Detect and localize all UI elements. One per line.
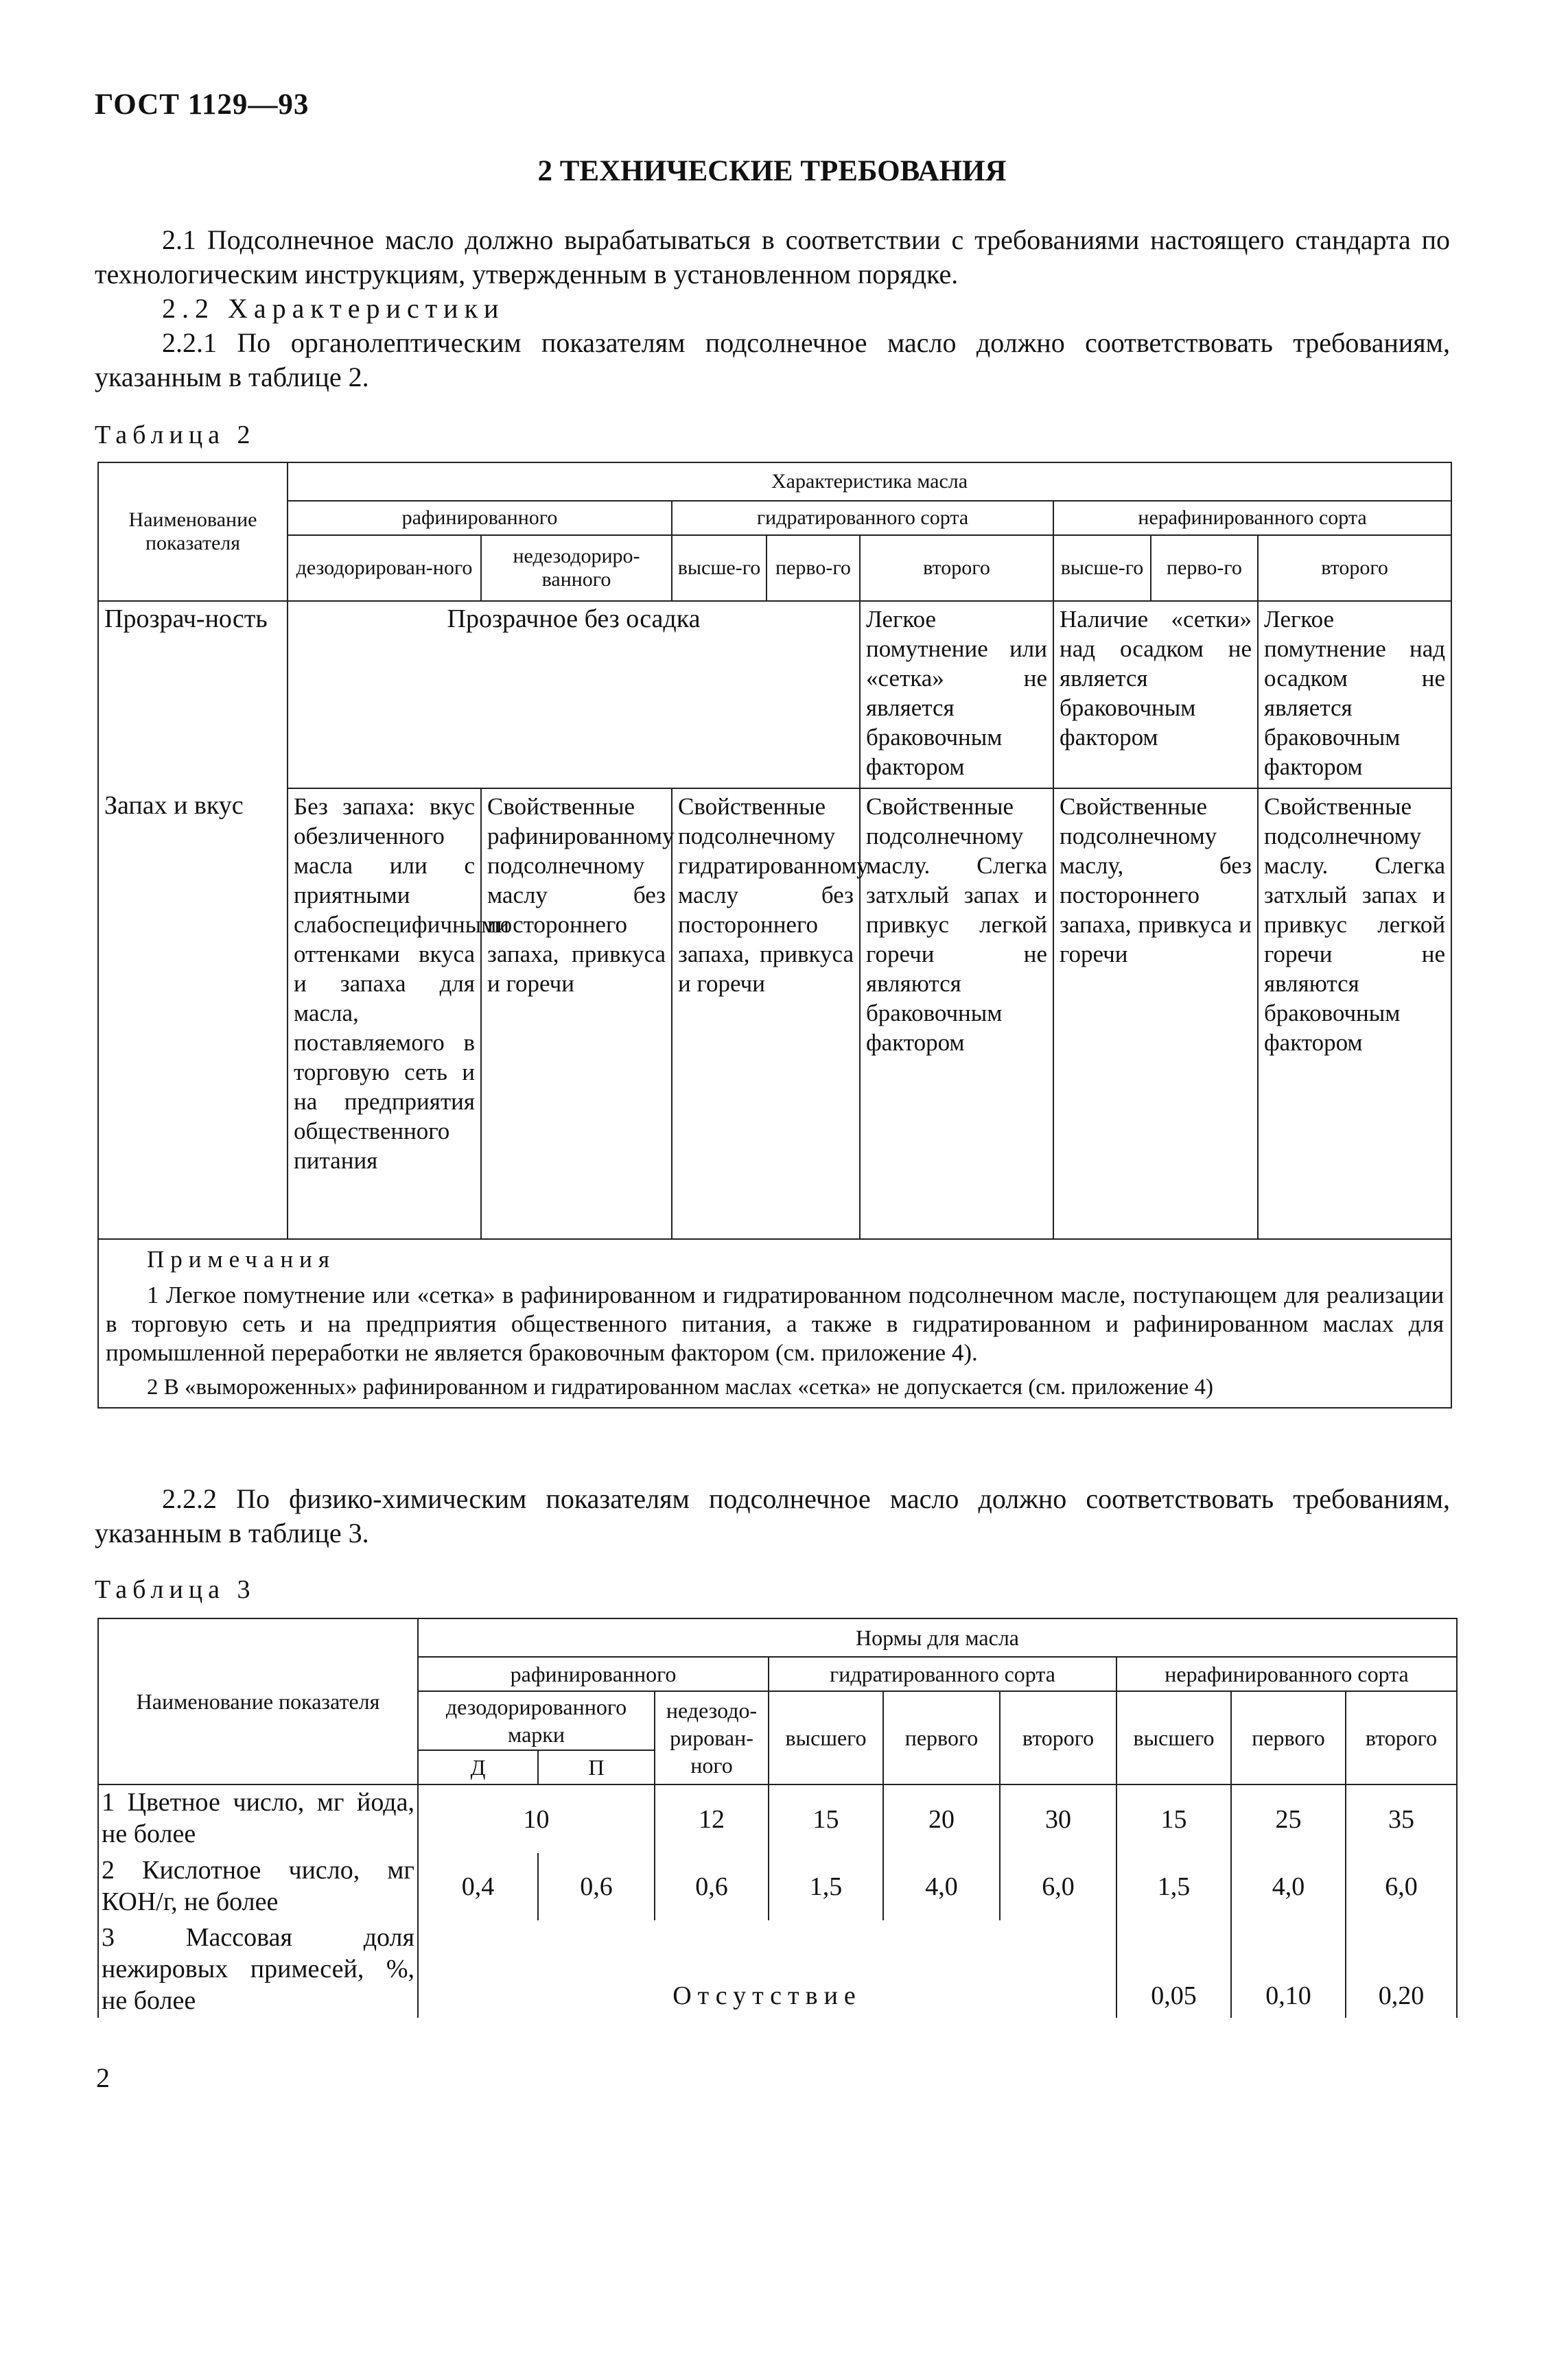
t3-row2-name: 2 Кислотное число, мг КОН/г, не более xyxy=(98,1853,418,1920)
t2-smell-nondeodorized: Свойственные рафинированному подсолнечному маслу без постороннего запаха, привкуса и горечи xyxy=(481,788,672,1239)
t2-unr-highest: высше-го xyxy=(1053,535,1151,601)
t3-row1-name: 1 Цветное число, мг йода, не более xyxy=(98,1784,418,1853)
paragraph-2-1: 2.1 Подсолнечное масло должно вырабатываться в соответствии с требованиями настоящего стандарта по технологическим инструкциям, утвержденным в установленном порядке. xyxy=(95,224,1450,290)
t3-refined: рафинированного xyxy=(418,1657,769,1691)
t2-deodorized: дезодорирован-ного xyxy=(288,535,481,601)
t3-unr-highest: высшего xyxy=(1116,1691,1231,1784)
t3-hyd-highest: высшего xyxy=(769,1691,883,1784)
paragraph-2-2: 2.2 Характеристики xyxy=(162,293,505,324)
t3-row1-h2: 20 xyxy=(883,1784,1000,1853)
t3-row2-h2: 4,0 xyxy=(883,1853,1000,1920)
t3-row3-u1: 0,05 xyxy=(1116,1920,1231,2018)
t2-notes-title: Примечания xyxy=(147,1246,336,1273)
table2-caption: Таблица 2 xyxy=(95,421,256,449)
t3-unr-second: второго xyxy=(1346,1691,1457,1784)
t2-smell-unr-second: Свойственные подсолнечному маслу. Слегка затхлый запах и привкус легкой горечи не являются браковочным фактором xyxy=(1258,788,1451,1239)
t2-nondeodorized: недезодориро-ванного xyxy=(481,535,672,601)
t2-transparency-unr-second: Легкое помутнение над осадком не является браковочным фактором xyxy=(1258,601,1451,788)
t2-hydrated: гидратированного сорта xyxy=(672,501,1053,535)
t2-row-transparency-name: Прозрач-ность xyxy=(98,601,288,788)
t2-refined: рафинированного xyxy=(288,501,672,535)
t2-hyd-highest: высше-го xyxy=(672,535,767,601)
t3-row2-h1: 1,5 xyxy=(769,1853,883,1920)
t3-unr-first: первого xyxy=(1231,1691,1346,1784)
t2-hyd-second: второго xyxy=(860,535,1053,601)
t2-smell-deodorized: Без запаха: вкус обезличенного масла или с приятными слабоспецифичными оттенками вкуса и запаха для масла, поставляемого в торговую сеть и на предприятия общественного питания xyxy=(288,788,481,1239)
section-title: 2 ТЕХНИЧЕСКИЕ ТРЕБОВАНИЯ xyxy=(537,155,1007,187)
t2-row-smell-name: Запах и вкус xyxy=(98,788,288,1239)
t2-transparency-merged: Прозрачное без осадка xyxy=(288,601,860,788)
t3-row2-p: 0,6 xyxy=(538,1853,655,1920)
t3-row1-d-p: 10 xyxy=(418,1784,655,1853)
t2-note-2: 2 В «вымороженных» рафинированном и гидратированном маслах «сетка» не допускается (см. приложение 4) xyxy=(147,1375,1214,1400)
t2-transparency-hyd-second: Легкое помутнение или «сетка» не является браковочным фактором xyxy=(860,601,1053,788)
t3-row1-u3: 35 xyxy=(1346,1784,1457,1853)
t2-notes xyxy=(98,1239,1451,1408)
t3-row3-absent: Отсутствие xyxy=(418,1920,1116,2018)
t2-unr-first: перво-го xyxy=(1151,535,1258,601)
page-number: 2 xyxy=(96,2062,110,2093)
t3-nondeodorized: недезодо-рирован-ного xyxy=(655,1691,769,1784)
t3-hydrated: гидратированного сорта xyxy=(769,1657,1116,1691)
t3-row1-h1: 15 xyxy=(769,1784,883,1853)
paragraph-2-2-2: 2.2.2 По физико-химическим показателям подсолнечное масло должно соответствовать требованиям, указанным в таблице 3. xyxy=(95,1483,1450,1548)
t2-note-1: 1 Легкое помутнение или «сетка» в рафинированном и гидратированном подсолнечном масле, поступающем для реализации в торговую сеть и на предприятия общественного питания, а также в гидратированном и рафинированном маслах для промышленной переработки не является браковочным фактором (см. приложение 4). xyxy=(106,1282,1444,1366)
t3-row2-nondeo: 0,6 xyxy=(655,1853,769,1920)
t2-smell-hyd-hf: Свойственные подсолнечному гидратированному маслу без постороннего запаха, привкуса и горечи xyxy=(672,788,860,1239)
t3-col-name: Наименование показателя xyxy=(98,1618,418,1784)
table-2 xyxy=(97,462,1452,1409)
t3-hyd-first: первого xyxy=(883,1691,1000,1784)
t3-brand-p: П xyxy=(538,1750,655,1784)
t3-row2-u1: 1,5 xyxy=(1116,1853,1231,1920)
t3-row1-u2: 25 xyxy=(1231,1784,1346,1853)
t3-row2-h3: 6,0 xyxy=(1000,1853,1116,1920)
t2-hyd-first: перво-го xyxy=(767,535,860,601)
t2-group-header: Характеристика масла xyxy=(288,462,1451,501)
t3-group-header: Нормы для масла xyxy=(418,1618,1457,1657)
t3-brand-d: Д xyxy=(418,1750,538,1784)
t2-smell-hyd-second: Свойственные подсолнечному маслу. Слегка затхлый запах и привкус легкой горечи не являются браковочным фактором xyxy=(860,788,1053,1239)
t3-row2-u2: 4,0 xyxy=(1231,1853,1346,1920)
table3-caption: Таблица 3 xyxy=(95,1575,256,1604)
t2-transparency-unr-hf: Наличие «сетки» над осадком не является браковочным фактором xyxy=(1053,601,1258,788)
t2-col-name: Наименование показателя xyxy=(98,462,288,601)
t3-row3-u2: 0,10 xyxy=(1231,1920,1346,2018)
t3-unrefined: нерафинированного сорта xyxy=(1116,1657,1457,1691)
t3-row1-u1: 15 xyxy=(1116,1784,1231,1853)
table-3 xyxy=(97,1618,1458,2018)
t2-unrefined: нерафинированного сорта xyxy=(1053,501,1451,535)
paragraph-2-2-1: 2.2.1 По органолептическим показателям подсолнечное масло должно соответствовать требованиям, указанным в таблице 2. xyxy=(95,327,1450,392)
t3-hyd-second: второго xyxy=(1000,1691,1116,1784)
t3-row1-h3: 30 xyxy=(1000,1784,1116,1853)
document-code: ГОСТ 1129—93 xyxy=(95,89,309,121)
t2-unr-second: второго xyxy=(1258,535,1451,601)
t3-row3-u3: 0,20 xyxy=(1346,1920,1457,2018)
t2-smell-unr-hf: Свойственные подсолнечному маслу, без постороннего запаха, привкуса и горечи xyxy=(1053,788,1258,1239)
t3-row2-u3: 6,0 xyxy=(1346,1853,1457,1920)
t3-deodorized-brand: дезодорированного марки xyxy=(418,1691,655,1750)
t3-row3-name: 3 Массовая доля нежировых примесей, %, не более xyxy=(98,1920,418,2018)
t3-row1-nondeo: 12 xyxy=(655,1784,769,1853)
t3-row2-d: 0,4 xyxy=(418,1853,538,1920)
